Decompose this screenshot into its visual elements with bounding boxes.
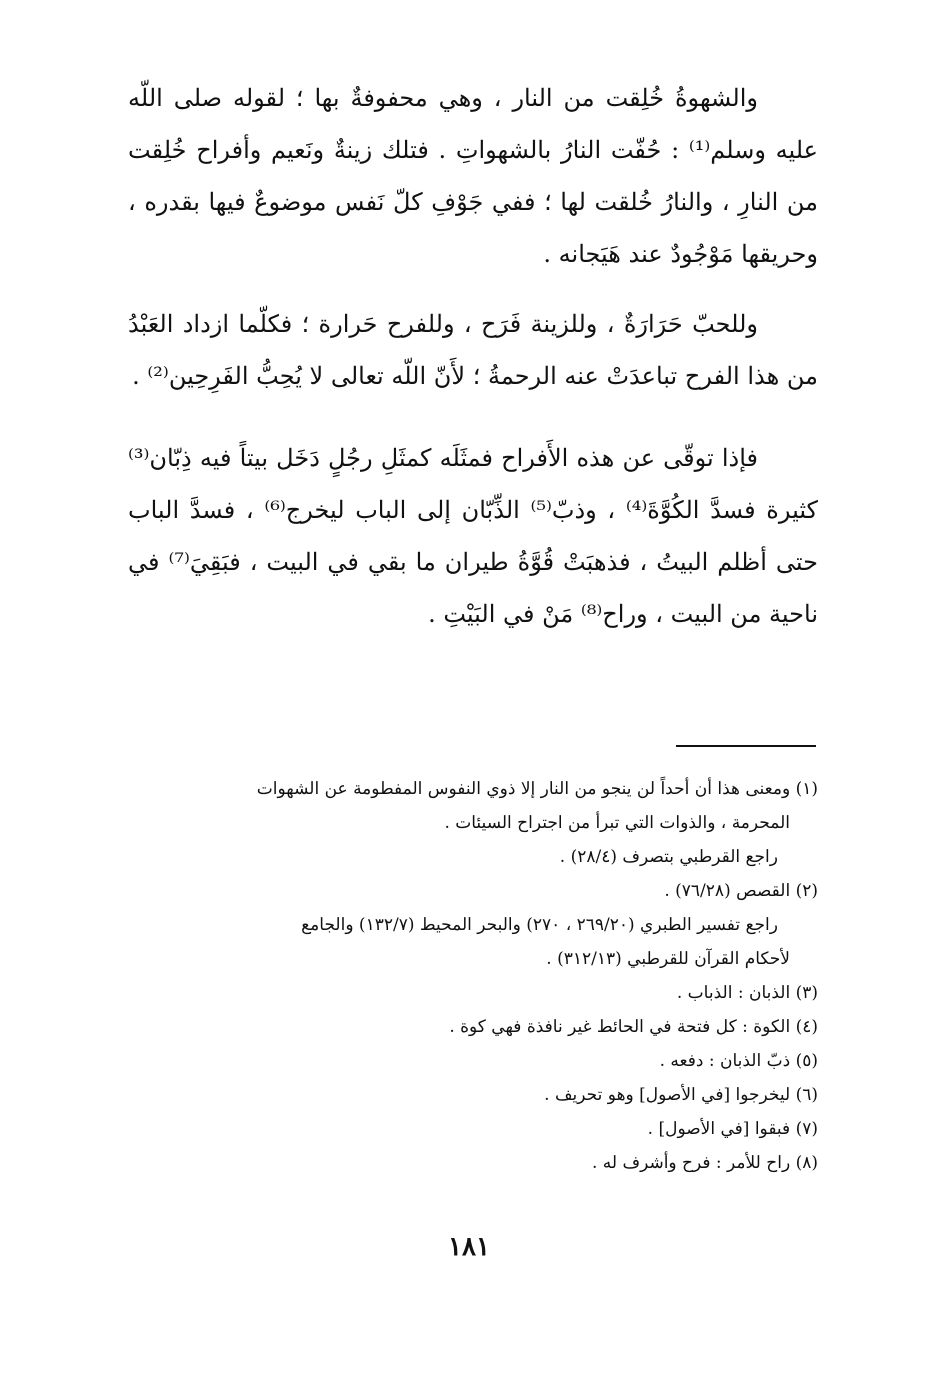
footnote-8: (٨) راح للأمر : فرح وأشرف له .: [591, 1153, 818, 1173]
footnote-2: (٢) القصص (٧٦/٢٨) .: [664, 881, 818, 901]
paragraph-2: وللحبّ حَرَارَةٌ ، وللزينة فَرَح ، وللفرح حَرارة ؛ فكلّما ازداد العَبْدُ من هذا الفرح تباعدَتْ عنه الرحمةُ ؛ لأَنّ اللّه تعالى لا يُحِبُّ الفَرِحِين⁽²⁾ .: [128, 310, 818, 390]
footnote-7: (٧) فبقوا [في الأصول] .: [647, 1119, 818, 1139]
paragraph-1: والشهوةُ خُلِقت من النار ، وهي محفوفةٌ بها ؛ لقوله صلى اللّه عليه وسلم⁽¹⁾ : حُفّت النارُ بالشهواتِ . فتلك زينةٌ ونَعيم وأفراح خُلِقت من النارِ ، والنارُ خُلقت لها ؛ ففي جَوْفِ كلّ نَفس موضوعٌ فيها بقدره ، وحريقها مَوْجُودٌ عند هَيَجانه .: [128, 84, 819, 268]
footnote-2-continuation: لأحكام القرآن للقرطبي (٣١٢/١٣) .: [546, 949, 790, 969]
page-number: ١٨١: [448, 1232, 490, 1262]
footnote-1: (١) ومعنى هذا أن أحداً لن ينجو من النار إلا ذوي النفوس المفطومة عن الشهوات: [256, 779, 818, 799]
footnote-1-continuation: المحرمة ، والذوات التي تبرأ من اجتراح السيئات .: [444, 813, 790, 833]
footnote-separator: [676, 745, 816, 747]
footnote-4: (٤) الكوة : كل فتحة في الحائط غير نافذة فهي كوة .: [449, 1017, 818, 1037]
footnote-6: (٦) ليخرجوا [في الأصول] وهو تحريف .: [544, 1085, 818, 1105]
main-text: [128, 72, 818, 666]
footnotes: [128, 772, 818, 1180]
footnote-3: (٣) الذبان : الذباب .: [676, 983, 818, 1003]
footnote-5: (٥) ذبّ الذبان : دفعه .: [659, 1051, 818, 1071]
footnote-2-reference: راجع تفسير الطبري (٢٦٩/٢٠ ، ٢٧٠) والبحر المحيط (١٣٢/٧) والجامع: [301, 915, 778, 935]
footnote-1-reference: راجع القرطبي بتصرف (٢٨/٤) .: [559, 847, 778, 867]
paragraph-3: فإذا توقّى عن هذه الأَفراح فمثَلَه كمثَلِ رجُلٍ دَخَل بيتاً فيه ذِبّان⁽³⁾ كثيرة فسدَّ الكُوَّةَ⁽⁴⁾ ، وذبّ⁽⁵⁾ الذِّبّان إلى الباب ليخرج⁽⁶⁾ ، فسدَّ الباب حتى أظلم البيتُ ، فذهبَتْ قُوَّةُ طيران ما بقي في البيت ، فبَقِيَ⁽⁷⁾ في ناحية من البيت ، وراح⁽⁸⁾ مَنْ في البَيْتِ .: [128, 444, 819, 628]
